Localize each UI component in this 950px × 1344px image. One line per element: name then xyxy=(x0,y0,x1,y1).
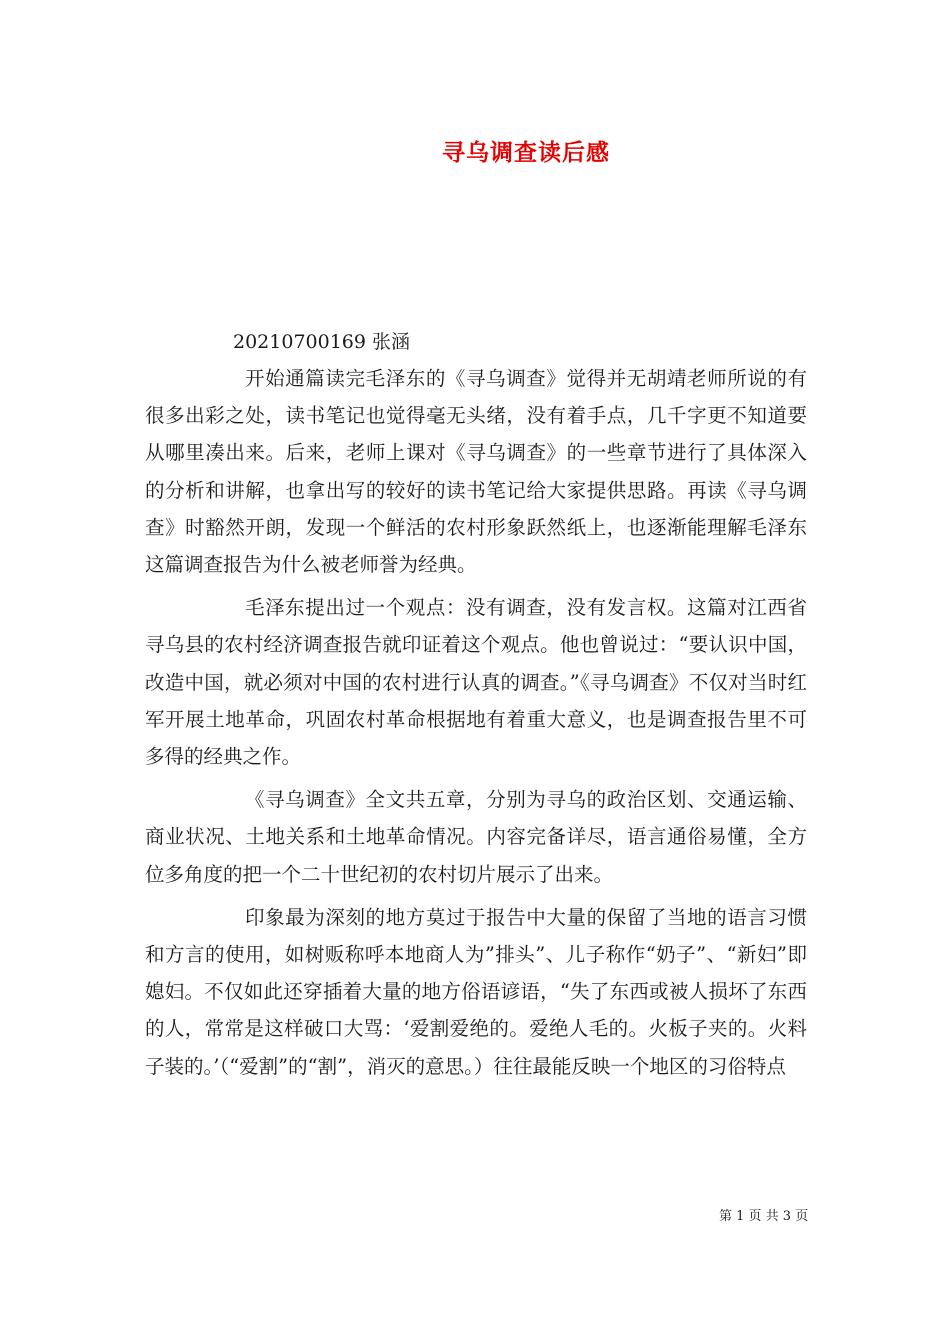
paragraph-4: 印象最为深刻的地方莫过于报告中大量的保留了当地的语言习惯和方言的使用，如树贩称呼本地商人为”排头”、儿子称作“奶子”、“新妇”即媳妇。不仅如此还穿插着大量的地方俗语谚语，“失了东西或被人损坏了东西的人，常常是这样破口大骂：‘爱割爱绝的。爱绝人毛的。火板子夹的。火料子装的。’（“爱割”的“割”，消灭的意思。）往往最能反映一个地区的习俗特点 xyxy=(145,905,807,1078)
page-number: 第 1 页 共 3 页 xyxy=(719,1209,809,1224)
paragraph-2: 毛泽东提出过一个观点：没有调查，没有发言权。这篇对江西省寻乌县的农村经济调查报告就印证着这个观点。他也曾说过：“要认识中国，改造中国，就必须对中国的农村进行认真的调查。”《寻乌调查》不仅对当时红军开展土地革命，巩固农村革命根据地有着重大意义，也是调查报告里不可多得的经典之作。 xyxy=(145,596,807,769)
document-body xyxy=(145,360,807,1091)
author-line: 20210700169 张涵 xyxy=(233,331,411,353)
paragraph-1: 开始通篇读完毛泽东的《寻乌调查》觉得并无胡靖老师所说的有很多出彩之处，读书笔记也觉得毫无头绪，没有着手点，几千字更不知道要从哪里凑出来。后来，老师上课对《寻乌调查》的一些章节进行了具体深入的分析和讲解，也拿出写的较好的读书笔记给大家提供思路。再读《寻乌调查》时豁然开朗，发现一个鲜活的农村形象跃然纸上，也逐渐能理解毛泽东这篇调查报告为什么被老师誉为经典。 xyxy=(145,367,807,577)
paragraph-3: 《寻乌调查》全文共五章，分别为寻乌的政治区划、交通运输、商业状况、土地关系和土地革命情况。内容完备详尽，语言通俗易懂，全方位多角度的把一个二十世纪初的农村切片展示了出来。 xyxy=(145,788,807,886)
document-title: 寻乌调查读后感 xyxy=(442,139,610,166)
